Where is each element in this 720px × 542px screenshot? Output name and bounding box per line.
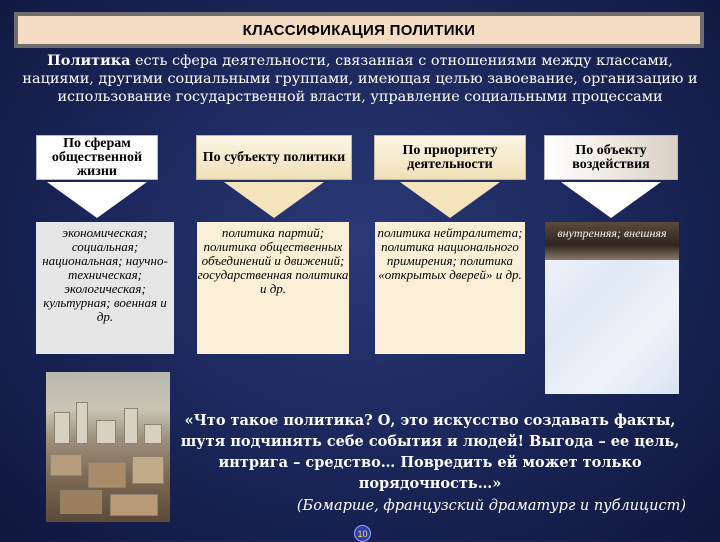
definition bbox=[20, 52, 700, 106]
quote-author: (Бомарше, французский драматург и публицист) bbox=[296, 498, 686, 514]
category-details-object bbox=[545, 222, 679, 394]
category-details-text: политика нейтралитета; политика национального примирения; политика «открытых дверей» и др. bbox=[377, 225, 523, 282]
category-details-spheres bbox=[36, 222, 174, 354]
category-details-text: внутренняя; внешняя bbox=[557, 226, 667, 240]
category-header-label: По субъекту политики bbox=[202, 149, 346, 165]
definition-term: Политика bbox=[47, 52, 131, 69]
category-header-subject bbox=[196, 135, 352, 180]
category-details-text: экономическая; социальная; национальная; научно-техническая; экологическая; культурная; военная и др. bbox=[42, 225, 168, 324]
category-header-object bbox=[544, 135, 678, 180]
arrow-down-icon bbox=[400, 182, 500, 218]
arrow-down-icon bbox=[47, 182, 147, 218]
city-photo bbox=[46, 372, 170, 522]
category-details-priority bbox=[375, 222, 525, 354]
category-header-label: По сферам общественной жизни bbox=[51, 135, 143, 179]
title-bar bbox=[14, 12, 704, 48]
arrow-down-icon bbox=[224, 182, 324, 218]
quote: «Что такое политика? О, это искусство создавать факты, шутя подчинять себе события и людей! Выгода – ее цель, интрига – средство… Повредить ей может только порядочность…» bbox=[180, 412, 680, 492]
arrow-down-icon bbox=[561, 182, 661, 218]
category-details-subject bbox=[197, 222, 349, 354]
category-header-label: По приоритету деятельности bbox=[402, 142, 498, 172]
page-title: КЛАССИФИКАЦИЯ ПОЛИТИКИ bbox=[18, 16, 700, 44]
definition-text: есть сфера деятельности, связанная с отношениями между классами, нациями, другими социальными группами, имеющая целью завоевание, организацию и использование государственной власти, управление социальными процессами bbox=[22, 53, 698, 105]
category-details-text: политика партий; политика общественных объединений и движений; государственная политика и др. bbox=[197, 225, 349, 296]
category-header-priority bbox=[374, 135, 526, 180]
category-header-spheres bbox=[36, 135, 158, 180]
category-header-label: По объекту воздействия bbox=[572, 142, 650, 172]
page-number: 10 bbox=[354, 525, 371, 542]
